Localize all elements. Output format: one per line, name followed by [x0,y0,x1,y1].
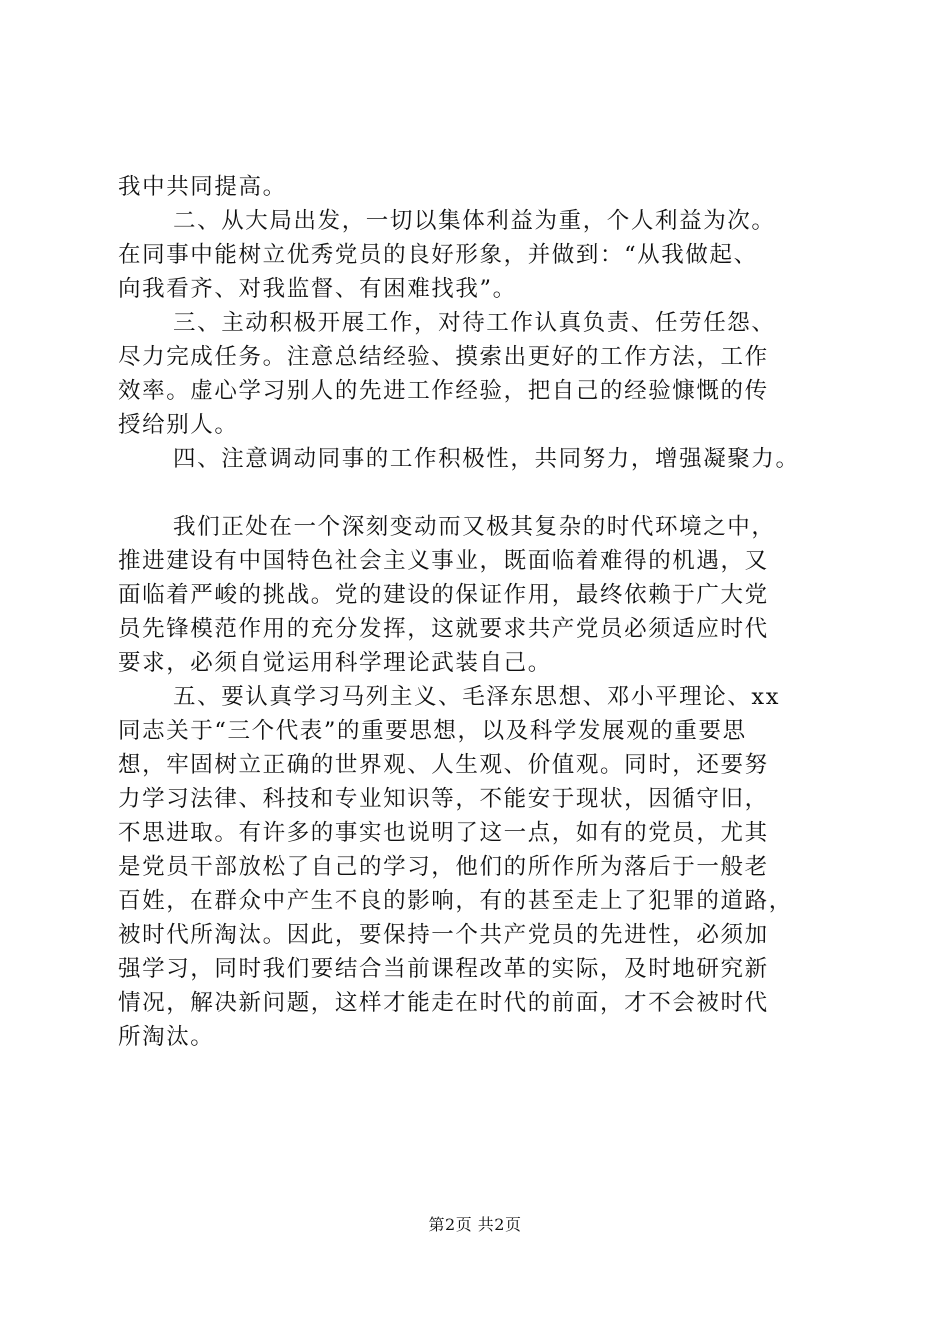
text-line: 面临着严峻的挑战。党的建设的保证作用，最终依赖于广大党 [118,582,769,608]
text-line: 不思进取。有许多的事实也说明了这一点，如有的党员，尤其 [118,820,769,846]
text-line: 强学习，同时我们要结合当前课程改革的实际，及时地研究新 [118,956,769,982]
text-line: 推进建设有中国特色社会主义事业，既面临着难得的机遇，又 [118,548,769,574]
text-line: 要求，必须自觉运用科学理论武装自己。 [118,650,552,676]
text-line: 百姓，在群众中产生不良的影响，有的甚至走上了犯罪的道路， [118,888,793,914]
text-line: 情况，解决新问题，这样才能走在时代的前面，才不会被时代 [118,990,769,1016]
text-line: 我中共同提高。 [118,174,287,200]
text-line: 同志关于“三个代表”的重要思想，以及科学发展观的重要思 [118,718,747,744]
text-line: 授给别人。 [118,412,239,438]
text-line: 力学习法律、科技和专业知识等，不能安于现状，因循守旧， [118,786,769,812]
text-line: 尽力完成任务。注意总结经验、摸索出更好的工作方法，工作 [118,344,769,370]
text-line: 向我看齐、对我监督、有困难找我”。 [118,276,517,302]
text-line: 所淘汰。 [118,1024,215,1050]
paragraph-6-line: 五、要认真学习马列主义、毛泽东思想、邓小平理论、xx [173,684,780,710]
text-line: 效率。虚心学习别人的先进工作经验，把自己的经验慷慨的传 [118,378,769,404]
text-line: 被时代所淘汰。因此，要保持一个共产党员的先进性，必须加 [118,922,769,948]
text-line: 员先锋模范作用的充分发挥，这就要求共产党员必须适应时代 [118,616,769,642]
text-line: 是党员干部放松了自己的学习，他们的所作所为落后于一般老 [118,854,769,880]
paragraph-3-line: 三、主动积极开展工作，对待工作认真负责、任劳任怨、 [173,310,776,336]
text-line: 在同事中能树立优秀党员的良好形象，并做到：“从我做起、 [118,242,758,268]
paragraph-2-line: 二、从大局出发，一切以集体利益为重，个人利益为次。 [173,208,776,234]
text-line: 想，牢固树立正确的世界观、人生观、价值观。同时，还要努 [118,752,769,778]
paragraph-5-line: 我们正处在一个深刻变动而又极其复杂的时代环境之中， [173,514,776,540]
paragraph-4-line: 四、注意调动同事的工作积极性，共同努力，增强凝聚力。 [173,446,800,472]
page-number-footer: 第2页 共2页 [428,1215,522,1234]
